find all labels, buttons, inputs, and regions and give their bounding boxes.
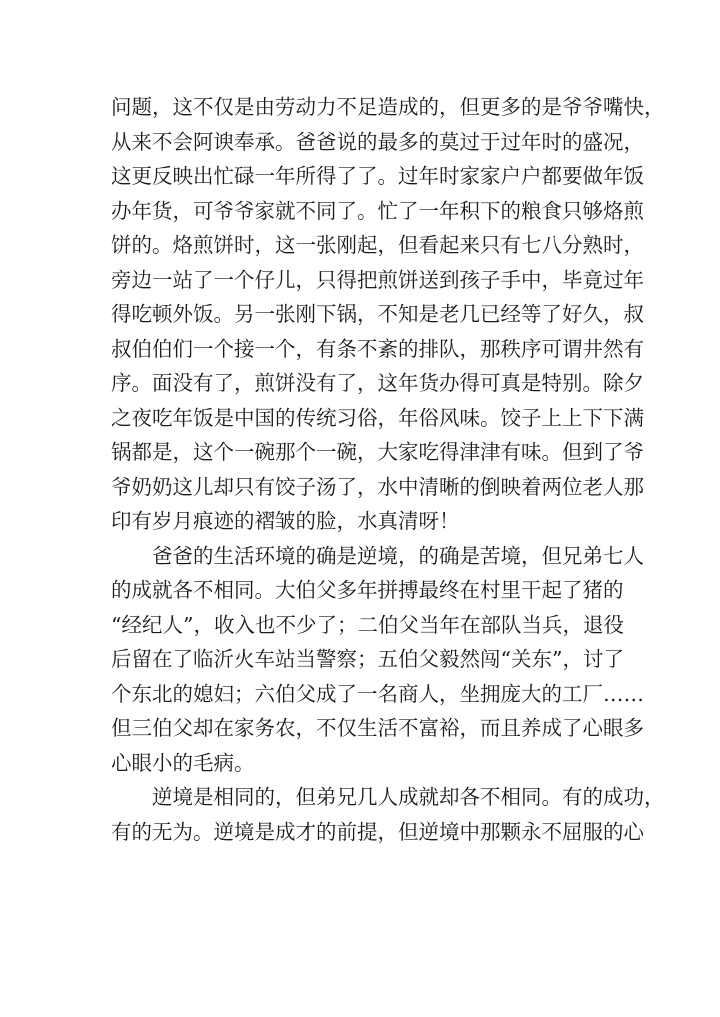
- paragraph-2-line-2: 的成就各不相同。大伯父多年拼搏最终在村里干起了猪的: [111, 578, 624, 602]
- paragraph-2-line-7: 心眼小的毛病。: [111, 750, 255, 775]
- paragraph-2-line-4: 后留在了临沂火车站当警察；五伯父毅然闯“关东”，讨了: [111, 647, 624, 671]
- paragraph-1-line-3: 这更反映出忙碌一年所得了了。过年时家家户户都要做年饭: [111, 164, 644, 188]
- paragraph-1-line-12: 爷奶奶这儿却只有饺子汤了，水中清晰的倒映着两位老人那: [111, 474, 644, 499]
- paragraph-2-line-3: “经纪人”，收入也不少了；二伯父当年在部队当兵，退役: [111, 612, 624, 637]
- paragraph-1-line-10: 之夜吃年饭是中国的传统习俗，年俗风味。饺子上上下下满: [111, 405, 644, 430]
- paragraph-2-line-5: 个东北的媳妇；六伯父成了一名商人，坐拥庞大的工厂……: [111, 681, 644, 706]
- paragraph-1-line-7: 得吃顿外饭。另一张刚下锅，不知是老几已经等了好久，叔: [111, 302, 644, 326]
- paragraph-1-line-2: 从来不会阿谀奉承。爸爸说的最多的莫过于过年时的盛况，: [111, 129, 644, 154]
- paragraph-1-line-13: 印有岁月痕迹的褶皱的脸，水真清呀！: [111, 509, 460, 533]
- paragraph-2-line-6: 但三伯父却在家务农，不仅生活不富裕，而且养成了心眼多: [111, 716, 644, 740]
- body-text: [111, 90, 665, 849]
- paragraph-1-line-6: 旁边一站了一个仔儿，只得把煎饼送到孩子手中，毕竟过年: [111, 267, 644, 292]
- paragraph-3-line-1: 逆境是相同的，但弟兄几人成就却各不相同。有的成功，: [152, 785, 665, 809]
- paragraph-2-line-1: 爸爸的生活环境的确是逆境，的确是苦境，但兄弟七人: [152, 543, 644, 568]
- paragraph-1-line-1: 问题，这不仅是由劳动力不足造成的，但更多的是爷爷嘴快，: [111, 95, 665, 119]
- paragraph-3-line-2: 有的无为。逆境是成才的前提，但逆境中那颗永不屈服的心: [111, 819, 644, 844]
- paragraph-1-line-11: 锅都是，这个一碗那个一碗，大家吃得津津有味。但到了爷: [111, 440, 644, 464]
- paragraph-1-line-5: 饼的。烙煎饼时，这一张刚起，但看起来只有七八分熟时，: [111, 233, 644, 257]
- paragraph-1-line-9: 序。面没有了，煎饼没有了，这年货办得可真是特别。除夕: [111, 371, 644, 395]
- paragraph-1-line-4: 办年货，可爷爷家就不同了。忙了一年积下的粮食只够烙煎: [111, 198, 644, 223]
- paragraph-1-line-8: 叔伯伯们一个接一个，有条不紊的排队，那秩序可谓井然有: [111, 336, 644, 361]
